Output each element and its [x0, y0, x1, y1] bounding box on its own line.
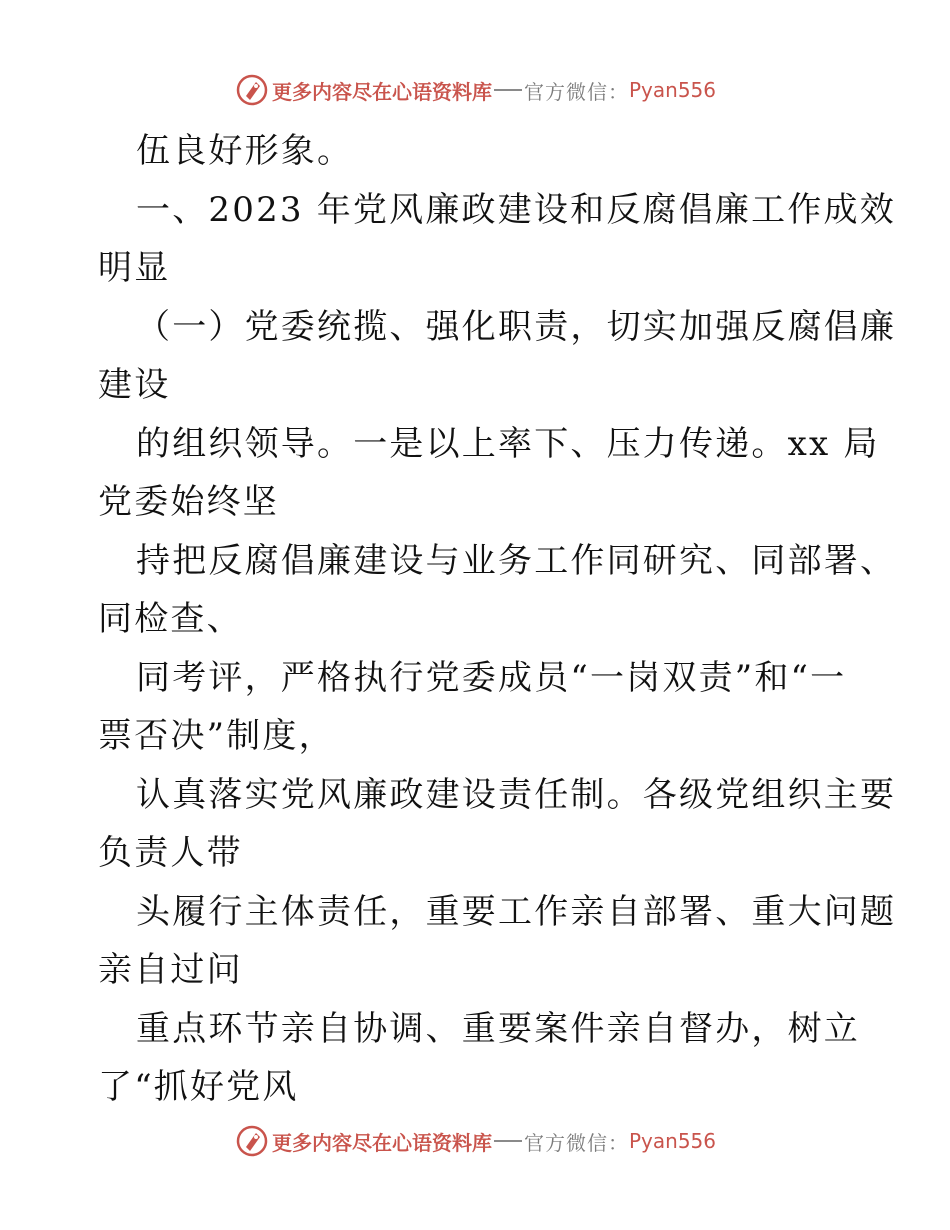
- text-line: 头履行主体责任，重要工作亲自部署、重大问题: [136, 891, 897, 932]
- watermark-wechat-id: Pyan556: [629, 78, 717, 102]
- text-line: 同检查、: [98, 599, 243, 639]
- watermark-main-text: 更多内容尽在心语资料库: [272, 79, 492, 104]
- text-line: 认真落实党风廉政建设责任制。各级党组织主要: [136, 774, 897, 815]
- text-line: 了“抓好党风: [98, 1067, 299, 1107]
- watermark-divider: [494, 1140, 522, 1142]
- page-header-watermark: [236, 73, 716, 107]
- subsection-heading-line: 建设: [98, 365, 171, 405]
- pen-nib-logo-icon: [236, 74, 268, 106]
- page-footer-watermark: [236, 1124, 716, 1158]
- watermark-wechat-id: Pyan556: [629, 1129, 717, 1153]
- watermark-official-label: 官方微信：: [524, 79, 629, 104]
- document-body: [98, 122, 897, 1117]
- text-line: 票否决”制度，: [98, 716, 335, 756]
- pen-nib-logo-icon: [236, 1125, 268, 1157]
- text-line: 重点环节亲自协调、重要案件亲自督办，树立: [136, 1008, 860, 1049]
- text-line: 亲自过问: [98, 950, 243, 990]
- text-line: 负责人带: [98, 833, 243, 873]
- subsection-heading-line: （一）党委统揽、强化职责，切实加强反腐倡廉: [136, 306, 897, 347]
- text-line: 的组织领导。一是以上率下、压力传递。xx 局: [136, 423, 880, 464]
- watermark-divider: [494, 89, 522, 91]
- text-line: 持把反腐倡廉建设与业务工作同研究、同部署、: [136, 540, 897, 581]
- text-line: 同考评，严格执行党委成员“一岗双责”和“一: [136, 657, 847, 698]
- watermark-official-label: 官方微信：: [524, 1130, 629, 1155]
- section-heading-line: 明显: [98, 248, 171, 288]
- text-line: 党委始终坚: [98, 482, 279, 522]
- section-heading-line: 一、2023 年党风廉政建设和反腐倡廉工作成效: [136, 189, 896, 230]
- text-line: 伍良好形象。: [136, 131, 354, 171]
- watermark-main-text: 更多内容尽在心语资料库: [272, 1130, 492, 1155]
